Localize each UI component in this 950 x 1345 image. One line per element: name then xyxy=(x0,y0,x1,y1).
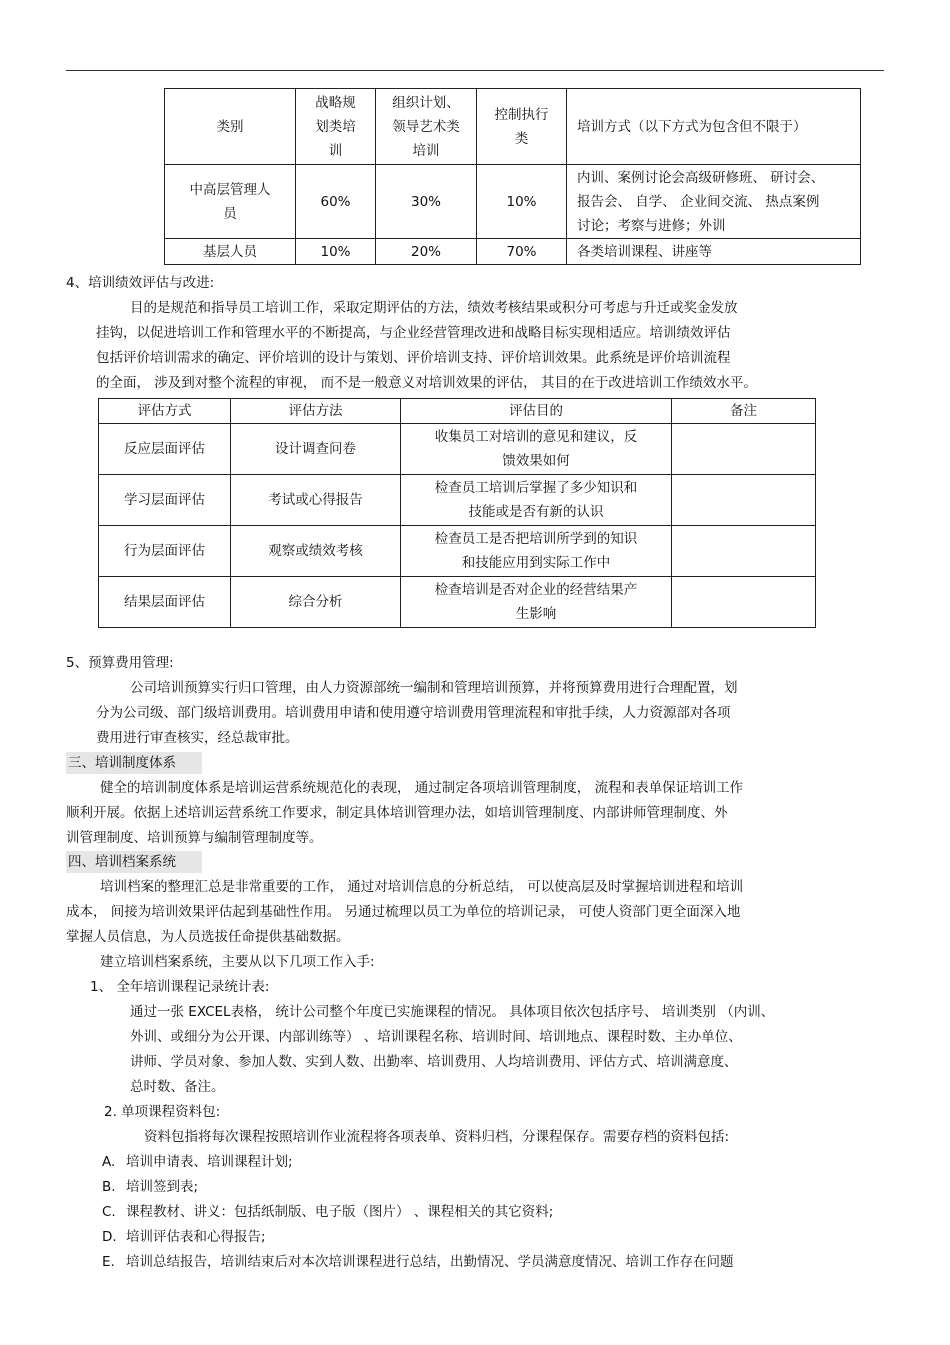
header-note: 备注 xyxy=(672,399,816,424)
header-way: 评估方式 xyxy=(99,399,231,424)
header-control: 控制执行 类 xyxy=(477,89,567,165)
paragraph-line: 顺利开展。依据上述培训运营系统工作要求，制定具体培训管理办法，如培训管理制度、内部讲师管理制度、外 xyxy=(66,805,728,821)
table-row xyxy=(99,424,816,475)
list-item: 培训签到表; xyxy=(126,1179,199,1195)
header-rule xyxy=(66,70,884,71)
paragraph-line: 培训档案的整理汇总是非常重要的工作， 通过对培训信息的分析总结， 可以使高层及时掌握培训进程和培训 xyxy=(100,879,744,895)
header-strategic: 战略规 划类培 训 xyxy=(296,89,376,165)
paragraph-line: 目的是规范和指导员工培训工作，采取定期评估的方法，绩效考核结果或积分可考虑与升迁或奖金发放 xyxy=(130,300,738,316)
paragraph-line: 健全的培训制度体系是培训运营系统规范化的表现， 通过制定各项培训管理制度， 流程和表单保证培训工作 xyxy=(100,780,744,796)
paragraph-line: 的全面， 涉及到对整个流程的审视， 而不是一般意义对培训效果的评估， 其目的在于改进培训工作绩效水平。 xyxy=(96,375,757,391)
table-header-row xyxy=(99,399,816,424)
row-control: 10% xyxy=(477,165,567,239)
cell-way: 结果层面评估 xyxy=(99,577,231,628)
section-4-heading: 4、培训绩效评估与改进: xyxy=(66,275,215,291)
paragraph-line: 外训、或细分为公开课、内部训练等） 、培训课程名称、培训时间、培训地点、课程时数、主办单位、 xyxy=(130,1029,742,1045)
cell-purpose: 检查培训是否对企业的经营结果产 生影响 xyxy=(401,577,672,628)
paragraph-line: 掌握人员信息，为人员选拔任命提供基础数据。 xyxy=(66,929,350,945)
header-org: 组织计划、 领导艺术类 培训 xyxy=(376,89,477,165)
table-row xyxy=(165,239,861,265)
section-5-heading: 5、预算费用管理: xyxy=(66,655,174,671)
cell-way: 反应层面评估 xyxy=(99,424,231,475)
list-item: 培训申请表、培训课程计划; xyxy=(126,1154,293,1170)
item-2-heading: 2. 单项课程资料包: xyxy=(104,1104,221,1120)
table-row xyxy=(99,475,816,526)
item-1-heading: 1、 全年培训课程记录统计表: xyxy=(90,979,270,995)
training-category-table xyxy=(164,88,861,265)
list-item-mark: C. xyxy=(102,1204,116,1220)
paragraph-line: 总时数、备注。 xyxy=(130,1079,225,1095)
row-strategic: 10% xyxy=(296,239,376,265)
cell-note xyxy=(672,526,816,577)
paragraph-line: 通过一张 EXCEL表格， 统计公司整个年度已实施课程的情况。 具体项目依次包括序号、 培训类别 （内训、 xyxy=(130,1004,775,1020)
paragraph-line: 包括评价培训需求的确定、评价培训的设计与策划、评价培训支持、评价培训效果。此系统是评价培训流程 xyxy=(96,350,731,366)
cell-purpose: 检查员工是否把培训所学到的知识 和技能应用到实际工作中 xyxy=(401,526,672,577)
row-control: 70% xyxy=(477,239,567,265)
cell-method: 观察或绩效考核 xyxy=(231,526,401,577)
row-category: 基层人员 xyxy=(165,239,296,265)
row-org: 30% xyxy=(376,165,477,239)
row-strategic: 60% xyxy=(296,165,376,239)
cell-purpose: 检查员工培训后掌握了多少知识和 技能或是否有新的认识 xyxy=(401,475,672,526)
table-row xyxy=(99,526,816,577)
table-header-row xyxy=(165,89,861,165)
paragraph-line: 资料包指将每次课程按照培训作业流程将各项表单、资料归档，分课程保存。需要存档的资料包括: xyxy=(144,1129,730,1145)
cell-note xyxy=(672,475,816,526)
paragraph-line: 公司培训预算实行归口管理，由人力资源部统一编制和管理培训预算，并将预算费用进行合理配置，划 xyxy=(130,680,738,696)
list-item: 培训评估表和心得报告; xyxy=(126,1229,266,1245)
header-category: 类别 xyxy=(165,89,296,165)
row-method: 各类培训课程、讲座等 xyxy=(567,239,861,265)
paragraph-line: 成本， 间接为培训效果评估起到基础性作用。 另通过梳理以员工为单位的培训记录， 可使人资部门更全面深入地 xyxy=(66,904,741,920)
row-org: 20% xyxy=(376,239,477,265)
header-method: 培训方式（以下方式为包含但不限于） xyxy=(567,89,861,165)
list-item-mark: A. xyxy=(102,1154,116,1170)
cell-method: 设计调查问卷 xyxy=(231,424,401,475)
intro-line: 建立培训档案系统，主要从以下几项工作入手: xyxy=(100,954,375,970)
cell-way: 学习层面评估 xyxy=(99,475,231,526)
section-3-heading: 三、培训制度体系 xyxy=(66,752,202,774)
cell-note xyxy=(672,577,816,628)
table-row xyxy=(99,577,816,628)
evaluation-table xyxy=(98,398,816,628)
list-item: 课程教材、讲义：包括纸制版、电子版（图片） 、课程相关的其它资料; xyxy=(126,1204,554,1220)
paragraph-line: 费用进行审查核实，经总裁审批。 xyxy=(96,730,299,746)
paragraph-line: 分为公司级、部门级培训费用。培训费用申请和使用遵守培训费用管理流程和审批手续，人力资源部对各项 xyxy=(96,705,731,721)
header-method: 评估方法 xyxy=(231,399,401,424)
header-purpose: 评估目的 xyxy=(401,399,672,424)
list-item-mark: E. xyxy=(102,1254,115,1270)
section-4b-heading: 四、培训档案系统 xyxy=(66,851,202,873)
list-item: 培训总结报告，培训结束后对本次培训课程进行总结，出勤情况、学员满意度情况、培训工作存在问题 xyxy=(126,1254,734,1270)
list-item-mark: D. xyxy=(102,1229,117,1245)
paragraph-line: 讲师、学员对象、参加人数、实到人数、出勤率、培训费用、人均培训费用、评估方式、培训满意度、 xyxy=(130,1054,738,1070)
cell-method: 综合分析 xyxy=(231,577,401,628)
cell-way: 行为层面评估 xyxy=(99,526,231,577)
paragraph-line: 训管理制度、培训预算与编制管理制度等。 xyxy=(66,830,323,846)
cell-method: 考试或心得报告 xyxy=(231,475,401,526)
row-method: 内训、案例讨论会高级研修班、 研讨会、 报告会、 自学、 企业间交流、 热点案例 讨论；考察与进修；外训 xyxy=(567,165,861,239)
cell-note xyxy=(672,424,816,475)
row-category: 中高层管理人 员 xyxy=(165,165,296,239)
list-item-mark: B. xyxy=(102,1179,116,1195)
paragraph-line: 挂钩，以促进培训工作和管理水平的不断提高，与企业经营管理改进和战略目标实现相适应。培训绩效评估 xyxy=(96,325,731,341)
cell-purpose: 收集员工对培训的意见和建议，反 馈效果如何 xyxy=(401,424,672,475)
table-row xyxy=(165,165,861,239)
